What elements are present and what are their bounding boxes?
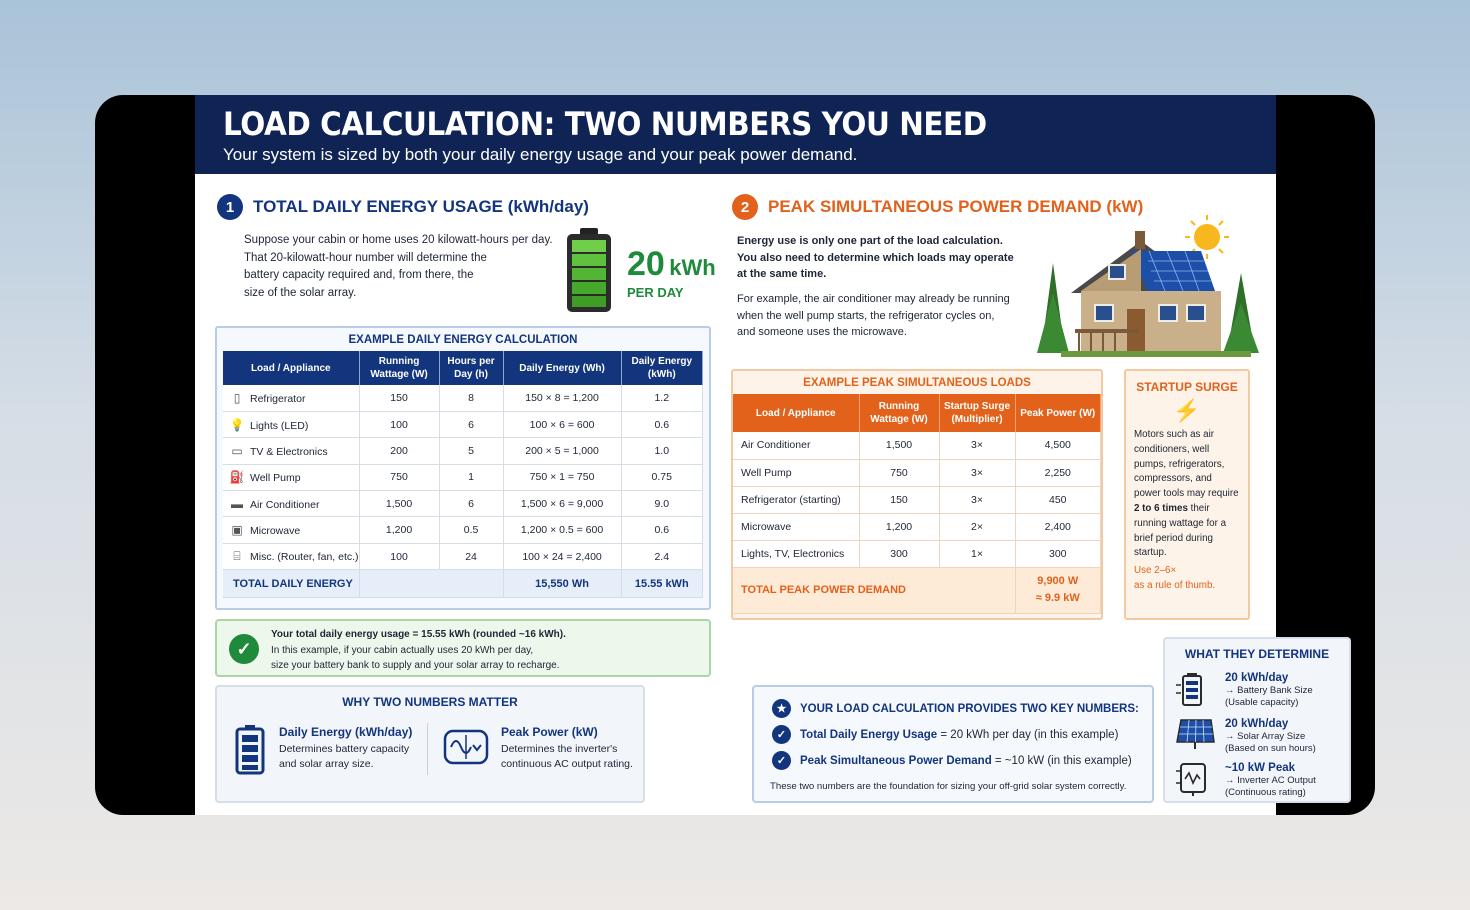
wh-cell: 1,200 × 0.5 = 600 (503, 517, 621, 543)
watts-cell: 100 (359, 411, 439, 437)
table-row (733, 432, 1101, 459)
para-line: and someone uses the microwave. (737, 326, 907, 338)
why-title: WHY TWO NUMBERS MATTER (342, 695, 518, 709)
usage-note-box (215, 619, 711, 677)
determine-item (1225, 671, 1313, 709)
key-line-bold: Total Daily Energy Usage (800, 728, 938, 741)
peak-cell: 2,250 (1015, 459, 1101, 486)
page-subtitle: Your system is sized by both your daily energy usage and your peak power demand. (223, 145, 858, 164)
watts-cell: 750 (359, 464, 439, 490)
para-line: For example, the air conditioner may already be running (737, 293, 1010, 305)
hours-cell: 6 (439, 491, 503, 517)
determine-value: 20 kWh/day (1225, 718, 1289, 730)
section1-heading (217, 194, 589, 220)
appliance-name: TV & Electronics (250, 445, 328, 458)
startup-surge-box (1124, 369, 1250, 620)
para-line: You also need to determine which loads may operate (737, 251, 1014, 264)
col-header: Load / Appliance (733, 394, 859, 432)
surge-text-part: their running wattage for a brief period during startup. (1134, 502, 1227, 559)
hours-cell: 5 (439, 438, 503, 464)
slide-frame (95, 95, 1375, 815)
surge-text (1126, 428, 1248, 561)
wh-cell: 1,500 × 6 = 9,000 (503, 491, 621, 517)
battery-icon (565, 228, 613, 319)
peak-total-label: TOTAL PEAK POWER DEMAND (733, 567, 1015, 613)
surge-rule-line: as a rule of thumb. (1134, 579, 1216, 591)
key-line-rest: = ~10 kW (in this example) (991, 754, 1132, 767)
appliance-name: Microwave (733, 513, 859, 540)
why-item2-title: Peak Power (kW) (501, 725, 598, 739)
surge-title: STARTUP SURGE (1136, 380, 1238, 394)
why-desc-line: and solar array size. (279, 758, 374, 770)
multiplier-cell: 3× (939, 486, 1015, 513)
key-line-2 (772, 751, 1132, 770)
kwh-cell: 9.0 (621, 491, 702, 517)
watts-cell: 100 (359, 543, 439, 569)
section1-title: TOTAL DAILY ENERGY USAGE (kWh/day) (253, 197, 589, 216)
why-item1-title: Daily Energy (kWh/day) (279, 725, 413, 739)
table-row (733, 486, 1101, 513)
determine-line: → Inverter AC Output (1225, 775, 1316, 786)
kwh-cell: 1.0 (621, 438, 702, 464)
appliance-name: Microwave (250, 525, 301, 538)
intro-line: Suppose your cabin or home uses 20 kilowatt-hours per day. (244, 234, 553, 246)
col-header: Daily Energy (kWh) (621, 351, 702, 385)
key-line-rest: = 20 kWh per day (in this example) (937, 728, 1119, 741)
watts-cell: 1,500 (359, 491, 439, 517)
check-icon: ✓ (772, 725, 791, 744)
pump-icon: ⛽ (229, 470, 245, 485)
appliance-name: Refrigerator (starting) (733, 486, 859, 513)
determine-line: (Continuous rating) (1225, 787, 1306, 798)
checkmark-icon: ✓ (229, 634, 259, 664)
table-row (733, 513, 1101, 540)
why-item1-desc (279, 742, 412, 772)
col-header: Running Wattage (W) (859, 394, 939, 432)
appliance-name: Well Pump (733, 459, 859, 486)
kwh-cell: 0.6 (621, 517, 702, 543)
big-caption: PER DAY (627, 285, 684, 300)
table-row (223, 491, 703, 517)
hours-cell: 8 (439, 385, 503, 411)
col-header: Peak Power (W) (1015, 394, 1101, 432)
wh-cell: 750 × 1 = 750 (503, 464, 621, 490)
why-item2-desc (501, 742, 633, 772)
intro-line: That 20-kilowatt-hour number will determine the (244, 251, 487, 264)
watts-cell: 1,200 (359, 517, 439, 543)
watts-cell: 150 (359, 385, 439, 411)
total-kwh: 15.55 kWh (621, 570, 702, 598)
peak-table-caption: EXAMPLE PEAK SIMULTANEOUS LOADS (803, 377, 1031, 389)
table-row (223, 543, 703, 569)
watts-cell: 1,500 (859, 432, 939, 459)
table-row (733, 459, 1101, 486)
determine-item (1225, 761, 1316, 799)
key-numbers-box (752, 685, 1154, 803)
peak-total-value (1015, 567, 1101, 613)
inverter-icon (443, 729, 489, 770)
kwh-cell: 0.75 (621, 464, 702, 490)
air-conditioner-icon: ▬ (231, 496, 243, 511)
wh-cell: 100 × 24 = 2,400 (503, 543, 621, 569)
note-line: Your total daily energy usage = 15.55 kWh (rounded ~16 kWh). (271, 629, 566, 640)
col-header: Running Wattage (W) (359, 351, 439, 385)
check-icon: ✓ (772, 751, 791, 770)
inverter-output-icon (1175, 761, 1209, 802)
why-desc-line: Determines battery capacity (279, 743, 410, 755)
router-icon: ⌸ (233, 549, 241, 564)
appliance-name: Air Conditioner (733, 432, 859, 459)
hours-cell: 1 (439, 464, 503, 490)
appliance-cell (223, 517, 359, 543)
peak-total-w: 9,900 W (1037, 575, 1079, 587)
col-header: Load / Appliance (223, 351, 359, 385)
appliance-name: Air Conditioner (250, 498, 320, 511)
determine-title: WHAT THEY DETERMINE (1184, 647, 1330, 661)
determine-line: → Battery Bank Size (1225, 685, 1313, 696)
intro-line: size of the solar array. (244, 286, 357, 299)
appliance-name: Lights (LED) (250, 419, 309, 432)
watts-cell: 150 (859, 486, 939, 513)
total-row (733, 567, 1101, 613)
section2-para1 (737, 233, 1027, 283)
key-footer: These two numbers are the foundation for sizing your off-grid solar system correctly. (770, 781, 1127, 792)
section2-para2 (737, 291, 1027, 341)
surge-rule (1126, 564, 1248, 594)
key-line-bold: Peak Simultaneous Power Demand (800, 754, 992, 767)
microwave-icon: ▣ (231, 523, 243, 538)
para-line: Energy use is only one part of the load calculation. (737, 235, 1003, 247)
watts-cell: 300 (859, 540, 939, 567)
big-kwh-value (627, 245, 716, 300)
surge-text-bold: 2 to 6 times (1134, 502, 1188, 514)
appliance-cell (223, 438, 359, 464)
divider (427, 723, 428, 775)
wh-cell: 200 × 5 = 1,000 (503, 438, 621, 464)
determine-line: → Solar Array Size (1225, 731, 1306, 742)
daily-energy-table-box (215, 326, 711, 610)
appliance-name: Misc. (Router, fan, etc.) (250, 551, 359, 564)
key-title: YOUR LOAD CALCULATION PROVIDES TWO KEY NUMBERS: (800, 702, 1139, 715)
refrigerator-icon: ▯ (233, 390, 241, 405)
section1-intro (244, 232, 564, 302)
watts-cell: 750 (859, 459, 939, 486)
appliance-cell (223, 385, 359, 411)
determine-line: (Based on sun hours) (1225, 743, 1316, 754)
peak-cell: 4,500 (1015, 432, 1101, 459)
total-label: TOTAL DAILY ENERGY (223, 570, 359, 598)
key-line-1 (772, 725, 1118, 744)
table-row (733, 540, 1101, 567)
watts-cell: 1,200 (859, 513, 939, 540)
appliance-name: Refrigerator (250, 392, 306, 405)
appliance-cell (223, 464, 359, 490)
watts-cell: 200 (359, 438, 439, 464)
daily-energy-table (223, 351, 703, 598)
why-desc-line: Determines the inverter's (501, 743, 618, 755)
determine-value: ~10 kW Peak (1225, 762, 1296, 774)
total-row (223, 570, 703, 598)
section2-number: 2 (732, 194, 758, 220)
surge-text-part: Motors such as air conditioners, well pumps, refrigerators, compressors, and power tools may require (1134, 429, 1239, 500)
appliance-cell (223, 411, 359, 437)
slide (195, 95, 1330, 815)
multiplier-cell: 1× (939, 540, 1015, 567)
col-header: Hours per Day (h) (439, 351, 503, 385)
peak-cell: 300 (1015, 540, 1101, 567)
determine-item (1225, 717, 1316, 755)
note-line: In this example, if your cabin actually uses 20 kWh per day, (271, 644, 534, 656)
peak-cell: 2,400 (1015, 513, 1101, 540)
multiplier-cell: 3× (939, 459, 1015, 486)
para-line: at the same time. (737, 268, 827, 280)
empty-cell (359, 570, 503, 598)
solar-house-illustration (1031, 213, 1261, 368)
big-unit: kWh (669, 255, 716, 280)
hours-cell: 24 (439, 543, 503, 569)
table-row (223, 385, 703, 411)
header-banner (195, 95, 1276, 174)
peak-cell: 450 (1015, 486, 1101, 513)
table-row (223, 464, 703, 490)
lightning-icon: ⚡ (1173, 398, 1201, 423)
surge-rule-line: Use 2–6× (1134, 565, 1177, 577)
appliance-name: Lights, TV, Electronics (733, 540, 859, 567)
total-wh: 15,550 Wh (503, 570, 621, 598)
peak-table-box (731, 369, 1103, 620)
col-header: Startup Surge (Multiplier) (939, 394, 1015, 432)
multiplier-cell: 3× (939, 432, 1015, 459)
peak-total-kw: ≈ 9.9 kW (1035, 592, 1080, 604)
peak-loads-table (733, 394, 1101, 614)
wh-cell: 150 × 8 = 1,200 (503, 385, 621, 411)
hours-cell: 0.5 (439, 517, 503, 543)
why-box (215, 685, 645, 803)
section2-title: PEAK SIMULTANEOUS POWER DEMAND (kW) (768, 197, 1144, 216)
section1-number: 1 (217, 194, 243, 220)
table-row (223, 517, 703, 543)
big-value: 20 (627, 245, 665, 283)
note-line: size your battery bank to supply and your solar array to recharge. (271, 660, 560, 671)
lightbulb-icon: 💡 (229, 417, 245, 432)
determine-line: (Usable capacity) (1225, 697, 1299, 708)
appliance-name: Well Pump (250, 472, 301, 485)
solar-panel-icon (1175, 718, 1215, 755)
col-header: Daily Energy (Wh) (503, 351, 621, 385)
battery-outline-icon (235, 725, 265, 780)
para-line: when the well pump starts, the refrigerator cycles on, (737, 309, 995, 322)
wh-cell: 100 × 6 = 600 (503, 411, 621, 437)
page-title: LOAD CALCULATION: TWO NUMBERS YOU NEED (223, 105, 987, 143)
key-title-row (772, 699, 1139, 718)
appliance-cell (223, 543, 359, 569)
kwh-cell: 2.4 (621, 543, 702, 569)
appliance-cell (223, 491, 359, 517)
kwh-cell: 0.6 (621, 411, 702, 437)
star-icon: ★ (772, 699, 791, 718)
table-row (223, 438, 703, 464)
hours-cell: 6 (439, 411, 503, 437)
why-desc-line: continuous AC output rating. (501, 758, 633, 770)
table-row (223, 411, 703, 437)
daily-table-caption: EXAMPLE DAILY ENERGY CALCULATION (348, 334, 578, 346)
intro-line: battery capacity required and, from there, the (244, 269, 474, 281)
tv-icon: ▭ (231, 443, 243, 458)
determine-value: 20 kWh/day (1225, 672, 1289, 684)
battery-bank-icon (1175, 671, 1209, 712)
multiplier-cell: 2× (939, 513, 1015, 540)
kwh-cell: 1.2 (621, 385, 702, 411)
determine-box (1163, 637, 1351, 803)
